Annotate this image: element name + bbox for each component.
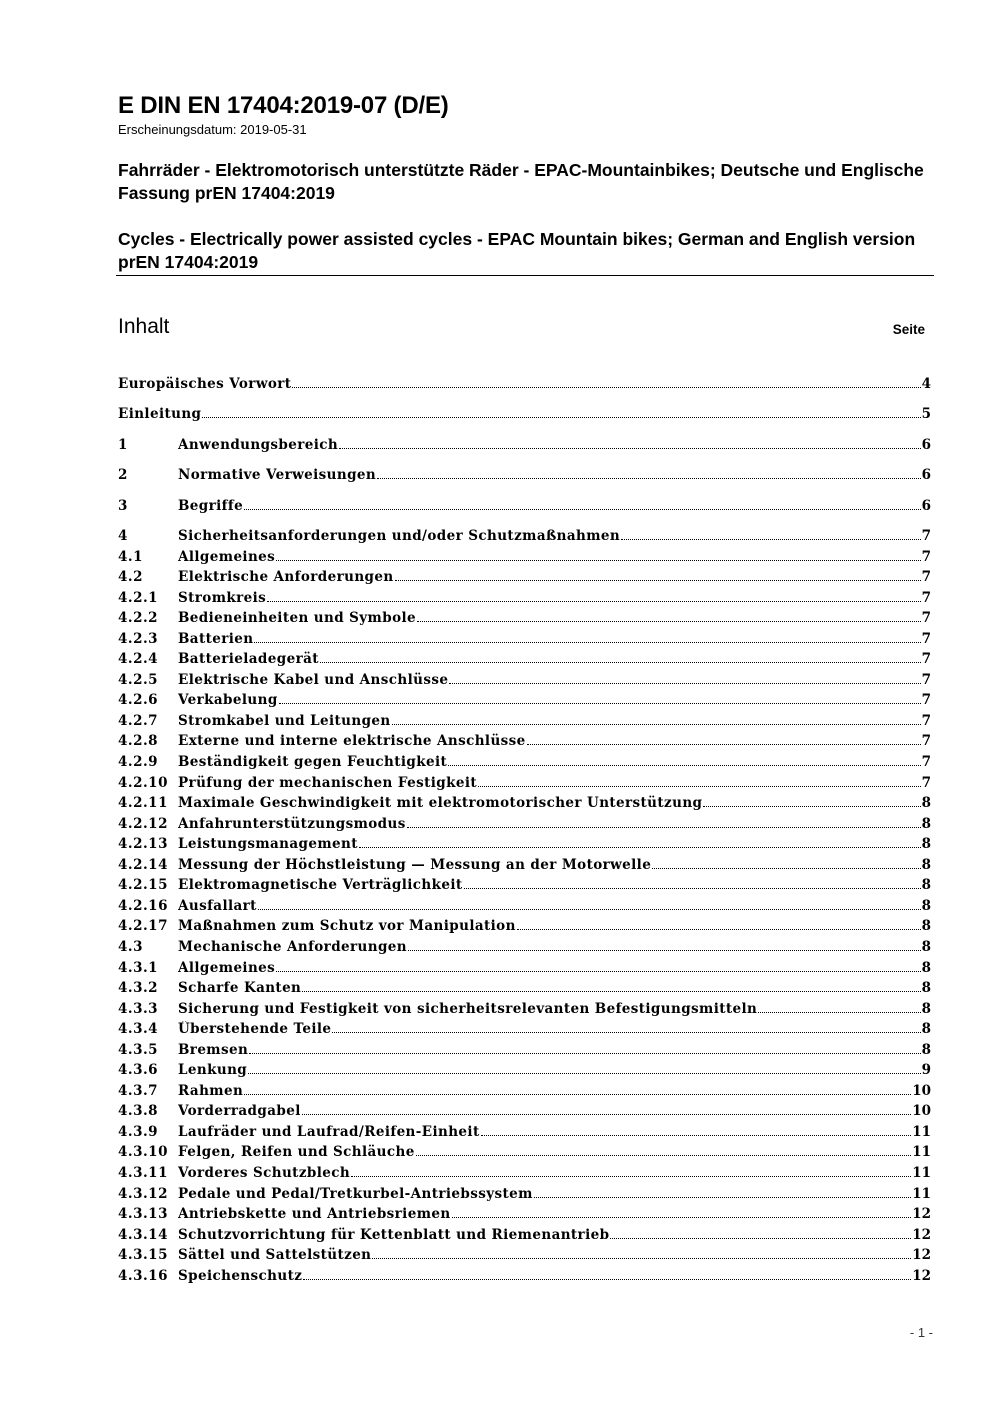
toc-entry-title: Messung der Höchstleistung — Messung an der Motorwelle [178, 857, 652, 873]
toc-entry-number: 4.2.7 [118, 713, 159, 729]
toc-entry-title: Antriebskette und Antriebsriemen [178, 1206, 451, 1222]
toc-entry[interactable] [118, 1099, 931, 1119]
toc-entry-title: Europäisches Vorwort [118, 376, 292, 392]
toc-entry-number: 4.2.15 [118, 877, 168, 893]
toc-entry-number: 4 [118, 528, 128, 544]
toc-dot-leader [248, 1073, 920, 1074]
toc-entry-title: Pedale und Pedal/Tretkurbel-Antriebssystem [178, 1186, 533, 1202]
toc-entry[interactable] [118, 976, 931, 996]
toc-entry-page: 8 [921, 898, 931, 914]
toc-page-column-label: Seite [892, 322, 925, 337]
toc-entry[interactable] [118, 853, 931, 873]
toc-entry-title: Elektrische Anforderungen [178, 569, 394, 585]
toc-dot-leader [244, 509, 921, 510]
toc-entry-number: 4.2.5 [118, 672, 159, 688]
toc-entry-page: 6 [921, 467, 931, 483]
toc-entry[interactable] [118, 545, 931, 565]
toc-entry-title: Rahmen [178, 1083, 244, 1099]
toc-entry[interactable] [118, 463, 931, 483]
toc-entry-page: 10 [912, 1083, 931, 1099]
toc-entry-title: Bedieneinheiten und Symbole [178, 610, 416, 626]
toc-dot-leader [758, 1012, 920, 1013]
toc-entry-page: 8 [921, 795, 931, 811]
toc-entry-number: 4.3 [118, 939, 143, 955]
toc-entry-number: 4.2 [118, 569, 143, 585]
toc-entry-page: 11 [912, 1165, 931, 1181]
toc-entry-number: 4.2.8 [118, 733, 159, 749]
toc-entry[interactable] [118, 1243, 931, 1263]
toc-entry-title: Ausfallart [178, 898, 257, 914]
toc-dot-leader [448, 765, 920, 766]
toc-dot-leader [302, 991, 920, 992]
toc-entry[interactable] [118, 750, 931, 770]
toc-dot-leader [621, 539, 921, 540]
toc-entry[interactable] [118, 935, 931, 955]
toc-entry-title: Anfahrunterstützungsmodus [178, 816, 406, 832]
toc-entry-title: Felgen, Reifen und Schläuche [178, 1144, 415, 1160]
toc-entry[interactable] [118, 914, 931, 934]
toc-entry[interactable] [118, 1017, 931, 1037]
toc-entry-title: Überstehende Teile [178, 1021, 332, 1037]
toc-dot-leader [517, 929, 921, 930]
page-number: - 1 - [909, 1325, 933, 1340]
table-of-contents [118, 0, 931, 1403]
toc-entry-number: 4.3.1 [118, 960, 159, 976]
toc-entry-number: 4.3.9 [118, 1124, 159, 1140]
toc-entry-title: Vorderes Schutzblech [178, 1165, 351, 1181]
toc-entry-page: 12 [912, 1227, 931, 1243]
toc-entry-page: 11 [912, 1144, 931, 1160]
toc-dot-leader [276, 560, 920, 561]
toc-entry[interactable] [118, 433, 931, 453]
toc-dot-leader [372, 1258, 911, 1259]
toc-entry-number: 4.3.12 [118, 1186, 168, 1202]
toc-entry-number: 4.1 [118, 549, 143, 565]
toc-entry[interactable] [118, 1140, 931, 1160]
toc-entry[interactable] [118, 832, 931, 852]
toc-heading: Inhalt [118, 315, 170, 338]
toc-entry-number: 4.3.14 [118, 1227, 168, 1243]
toc-dot-leader [395, 580, 921, 581]
toc-dot-leader [320, 662, 921, 663]
toc-entry-page: 8 [921, 836, 931, 852]
toc-entry-title: Bremsen [178, 1042, 249, 1058]
toc-dot-leader [244, 1094, 911, 1095]
toc-entry-title: Allgemeines [178, 960, 276, 976]
toc-entry[interactable] [118, 1058, 931, 1078]
toc-entry-number: 4.2.1 [118, 590, 159, 606]
toc-entry[interactable] [118, 894, 931, 914]
toc-entry[interactable] [118, 1120, 931, 1140]
toc-entry-number: 4.3.3 [118, 1001, 159, 1017]
toc-entry-number: 4.3.10 [118, 1144, 168, 1160]
toc-dot-leader [408, 950, 921, 951]
toc-entry-number: 4.2.17 [118, 918, 168, 934]
toc-entry-title: Maximale Geschwindigkeit mit elektromotorischer Unterstützung [178, 795, 703, 811]
toc-entry-title: Sättel und Sattelstützen [178, 1247, 372, 1263]
toc-entry-page: 8 [921, 816, 931, 832]
toc-entry-number: 4.2.6 [118, 692, 159, 708]
toc-entry[interactable] [118, 647, 931, 667]
toc-entry-page: 7 [921, 549, 931, 565]
toc-entry-title: Begriffe [178, 498, 244, 514]
toc-entry-title: Einleitung [118, 406, 202, 422]
toc-entry-page: 8 [921, 857, 931, 873]
toc-entry[interactable] [118, 1161, 931, 1181]
toc-entry-page: 11 [912, 1124, 931, 1140]
toc-entry-page: 12 [912, 1247, 931, 1263]
toc-entry[interactable] [118, 372, 931, 392]
toc-entry-page: 8 [921, 918, 931, 934]
title-german: Fahrräder - Elektromotorisch unterstützte Räder - EPAC-Mountainbikes; Deutsche und Englische Fassung prEN 17404:2019 [118, 160, 924, 203]
toc-entry-number: 4.2.3 [118, 631, 159, 647]
toc-entry-title: Speichenschutz [178, 1268, 303, 1284]
toc-entry-title: Beständigkeit gegen Feuchtigkeit [178, 754, 448, 770]
toc-entry-page: 6 [921, 498, 931, 514]
toc-entry[interactable] [118, 771, 931, 791]
toc-entry[interactable] [118, 494, 931, 514]
toc-dot-leader [417, 621, 921, 622]
toc-entry-title: Batterien [178, 631, 254, 647]
toc-entry-title: Verkabelung [178, 692, 278, 708]
toc-entry-page: 7 [921, 590, 931, 606]
toc-entry-page: 7 [921, 569, 931, 585]
toc-entry-page: 7 [921, 713, 931, 729]
toc-dot-leader [292, 387, 920, 388]
toc-dot-leader [258, 909, 921, 910]
toc-entry[interactable] [118, 956, 931, 976]
toc-entry-page: 8 [921, 980, 931, 996]
toc-entry-page: 8 [921, 877, 931, 893]
toc-entry-title: Stromkreis [178, 590, 267, 606]
toc-dot-leader [276, 971, 920, 972]
toc-entry-number: 4.3.2 [118, 980, 159, 996]
toc-dot-leader [267, 601, 920, 602]
toc-entry-page: 12 [912, 1206, 931, 1222]
toc-entry-title: Scharfe Kanten [178, 980, 302, 996]
toc-entry-title: Allgemeines [178, 549, 276, 565]
toc-entry-number: 4.2.4 [118, 651, 159, 667]
toc-entry-number: 4.3.8 [118, 1103, 159, 1119]
toc-entry-title: Normative Verweisungen [178, 467, 377, 483]
toc-entry-page: 8 [921, 1021, 931, 1037]
toc-dot-leader [339, 448, 920, 449]
document-id: E DIN EN 17404:2019-07 (D/E) [118, 92, 449, 119]
toc-entry-title: Maßnahmen zum Schutz vor Manipulation [178, 918, 516, 934]
toc-entry-page: 7 [921, 733, 931, 749]
toc-entry-page: 6 [921, 437, 931, 453]
toc-entry-page: 7 [921, 754, 931, 770]
toc-entry-title: Lenkung [178, 1062, 248, 1078]
toc-entry[interactable] [118, 1079, 931, 1099]
toc-dot-leader [407, 827, 921, 828]
toc-dot-leader [652, 868, 920, 869]
toc-dot-leader [416, 1155, 911, 1156]
toc-entry[interactable] [118, 791, 931, 811]
toc-entry-number: 1 [118, 437, 128, 453]
toc-dot-leader [202, 417, 920, 418]
toc-entry[interactable] [118, 606, 931, 626]
toc-entry-number: 4.3.4 [118, 1021, 159, 1037]
toc-entry[interactable] [118, 1182, 931, 1202]
toc-entry-title: Prüfung der mechanischen Festigkeit [178, 775, 477, 791]
toc-entry[interactable] [118, 1038, 931, 1058]
toc-entry-title: Batterieladegerät [178, 651, 319, 667]
toc-dot-leader [302, 1114, 911, 1115]
toc-dot-leader [464, 888, 921, 889]
toc-entry[interactable] [118, 1264, 931, 1284]
toc-entry[interactable] [118, 729, 931, 749]
toc-dot-leader [249, 1053, 920, 1054]
toc-entry-page: 9 [921, 1062, 931, 1078]
toc-entry-title: Sicherung und Festigkeit von sicherheitsrelevanten Befestigungsmitteln [178, 1001, 758, 1017]
toc-dot-leader [303, 1279, 911, 1280]
title-english: Cycles - Electrically power assisted cycles - EPAC Mountain bikes; German and English version prEN 17404:2019 [118, 229, 916, 272]
toc-entry-title: Vorderradgabel [178, 1103, 301, 1119]
toc-entry-number: 2 [118, 467, 128, 483]
toc-dot-leader [332, 1032, 920, 1033]
toc-entry-page: 7 [921, 610, 931, 626]
toc-entry-number: 4.2.16 [118, 898, 168, 914]
toc-entry-number: 4.2.9 [118, 754, 159, 770]
toc-entry[interactable] [118, 565, 931, 585]
toc-dot-leader [449, 683, 920, 684]
toc-entry-number: 4.2.13 [118, 836, 168, 852]
toc-entry-page: 7 [921, 528, 931, 544]
toc-dot-leader [610, 1238, 911, 1239]
toc-entry-title: Laufräder und Laufrad/Reifen-Einheit [178, 1124, 480, 1140]
toc-entry[interactable] [118, 1223, 931, 1243]
toc-entry-number: 4.3.5 [118, 1042, 159, 1058]
toc-entry-title: Schutzvorrichtung für Kettenblatt und Riemenantrieb [178, 1227, 610, 1243]
toc-entry[interactable] [118, 873, 931, 893]
toc-dot-leader [351, 1176, 911, 1177]
toc-entry[interactable] [118, 627, 931, 647]
toc-entry-number: 4.3.13 [118, 1206, 168, 1222]
toc-entry-title: Stromkabel und Leitungen [178, 713, 391, 729]
toc-entry-title: Elektromagnetische Verträglichkeit [178, 877, 463, 893]
toc-dot-leader [254, 642, 920, 643]
toc-dot-leader [534, 1197, 911, 1198]
toc-entry[interactable] [118, 688, 931, 708]
toc-entry-number: 4.2.12 [118, 816, 168, 832]
toc-entry-page: 7 [921, 672, 931, 688]
toc-dot-leader [377, 478, 920, 479]
toc-dot-leader [392, 724, 921, 725]
toc-entry-number: 4.2.2 [118, 610, 159, 626]
toc-entry-number: 4.3.6 [118, 1062, 159, 1078]
toc-entry[interactable] [118, 524, 931, 544]
toc-dot-leader [481, 1135, 912, 1136]
toc-entry-page: 12 [912, 1268, 931, 1284]
toc-entry-number: 4.2.14 [118, 857, 168, 873]
toc-dot-leader [527, 744, 921, 745]
toc-entry-page: 7 [921, 775, 931, 791]
toc-entry-number: 3 [118, 498, 128, 514]
toc-entry-number: 4.2.11 [118, 795, 168, 811]
toc-entry-title: Externe und interne elektrische Anschlüsse [178, 733, 526, 749]
toc-entry[interactable] [118, 402, 931, 422]
toc-dot-leader [478, 786, 921, 787]
toc-entry-page: 7 [921, 631, 931, 647]
toc-entry-page: 8 [921, 1001, 931, 1017]
toc-entry[interactable] [118, 586, 931, 606]
toc-entry-page: 5 [921, 406, 931, 422]
toc-entry[interactable] [118, 709, 931, 729]
publication-date: Erscheinungsdatum: 2019-05-31 [118, 122, 307, 137]
toc-entry-number: 4.3.15 [118, 1247, 168, 1263]
toc-entry-title: Leistungsmanagement [178, 836, 358, 852]
toc-entry-page: 8 [921, 1042, 931, 1058]
toc-entry-page: 10 [912, 1103, 931, 1119]
toc-entry-number: 4.3.7 [118, 1083, 159, 1099]
toc-entry[interactable] [118, 1202, 931, 1222]
toc-entry-title: Sicherheitsanforderungen und/oder Schutzmaßnahmen [178, 528, 621, 544]
toc-dot-leader [703, 806, 920, 807]
toc-entry-page: 8 [921, 960, 931, 976]
toc-entry-page: 7 [921, 692, 931, 708]
toc-entry[interactable] [118, 812, 931, 832]
toc-entry[interactable] [118, 997, 931, 1017]
toc-entry-page: 7 [921, 651, 931, 667]
toc-dot-leader [359, 847, 921, 848]
toc-entry-title: Mechanische Anforderungen [178, 939, 408, 955]
toc-entry-number: 4.3.11 [118, 1165, 168, 1181]
toc-entry-page: 11 [912, 1186, 931, 1202]
toc-dot-leader [279, 703, 921, 704]
toc-entry-title: Elektrische Kabel und Anschlüsse [178, 672, 449, 688]
toc-entry-page: 8 [921, 939, 931, 955]
toc-entry-number: 4.3.16 [118, 1268, 168, 1284]
toc-entry[interactable] [118, 668, 931, 688]
toc-entry-title: Anwendungsbereich [178, 437, 339, 453]
toc-entry-page: 4 [921, 376, 931, 392]
toc-dot-leader [452, 1217, 912, 1218]
toc-entry-number: 4.2.10 [118, 775, 168, 791]
